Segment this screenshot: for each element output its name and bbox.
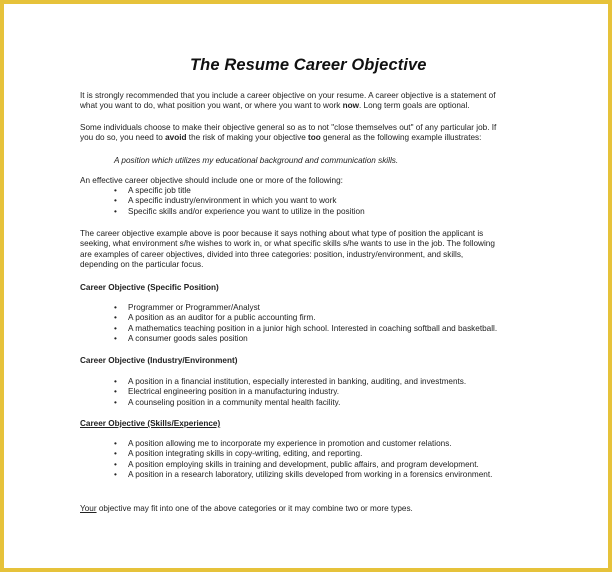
bullet-icon: • <box>114 377 117 386</box>
list-item: • A consumer goods sales position <box>114 334 248 344</box>
bullet-icon: • <box>114 449 117 459</box>
bullet-icon: • <box>114 439 117 448</box>
bullet-icon: • <box>114 470 117 480</box>
list-item: • A specific industry/environment in which you want to work <box>114 196 337 206</box>
position-list <box>80 303 550 345</box>
industry-list <box>80 377 550 408</box>
effective-intro: An effective career objective should include one or more of the following: <box>80 176 343 185</box>
bullet-icon: • <box>114 323 117 333</box>
list-item: • A position integrating skills in copy-writing, editing, and reporting. <box>114 449 363 459</box>
general-line: Some individuals choose to make their objective general so as to not "close themselves out" of any particular job. If <box>80 123 497 132</box>
list-item: • A position employing skills in training and development, public affairs, and program development. <box>114 459 479 469</box>
section-heading-industry: Career Objective (Industry/Environment) <box>80 356 238 365</box>
list-item: • A position in a financial institution, especially interested in banking, auditing, and investments. <box>114 377 467 386</box>
list-item: • Specific skills and/or experience you want to utilize in the position <box>114 206 365 216</box>
list-item: • A specific job title <box>114 186 191 195</box>
poor-line: The career objective example above is poor because it says nothing about what type of position the applicant is <box>80 229 484 238</box>
bullet-icon: • <box>114 459 117 469</box>
list-item: • A mathematics teaching position in a junior high school. Interested in coaching softball and basketball. <box>114 323 498 333</box>
bullet-icon: • <box>114 303 117 312</box>
poor-line: depending on the particular focus. <box>80 260 204 270</box>
list-item: • A position in a research laboratory, utilizing skills developed from working in a forensics environment. <box>114 470 493 480</box>
intro-paragraph <box>80 91 550 112</box>
bullet-icon: • <box>114 186 117 195</box>
list-item: • Programmer or Programmer/Analyst <box>114 303 260 312</box>
list-item: • Electrical engineering position in a manufacturing industry. <box>114 387 340 397</box>
general-paragraph <box>80 123 550 144</box>
general-line: you do so, you need to avoid the risk of making your objective too general as the following example illustrates: <box>80 133 482 143</box>
bullet-icon: • <box>114 387 117 397</box>
example-objective: A position which utilizes my educational background and communication skills. <box>114 156 399 165</box>
bullet-icon: • <box>114 196 117 206</box>
poor-paragraph <box>80 229 550 271</box>
closing-line: Your objective may fit into one of the above categories or it may combine two or more types. <box>80 504 413 513</box>
list-item: • A position as an auditor for a public accounting firm. <box>114 313 316 323</box>
bullet-icon: • <box>114 206 117 216</box>
document-title: The Resume Career Objective <box>190 56 427 74</box>
bullet-icon: • <box>114 397 117 407</box>
skills-list <box>80 439 550 481</box>
section-heading-position: Career Objective (Specific Position) <box>80 283 219 292</box>
bullet-icon: • <box>114 313 117 323</box>
intro-line: It is strongly recommended that you include a career objective on your resume. A career objective is a statement of <box>80 91 496 100</box>
intro-line: what you want to do, what position you want, or where you want to work now. Long term goals are optional. <box>80 101 470 111</box>
effective-list <box>80 186 550 217</box>
section-heading-skills: Career Objective (Skills/Experience) <box>80 419 221 428</box>
bullet-icon: • <box>114 334 117 344</box>
poor-line: are examples of career objectives, divided into three categories: position, industry/environment, and skills, <box>80 249 464 259</box>
list-item: • A position allowing me to incorporate my experience in promotion and customer relations. <box>114 439 452 448</box>
list-item: • A counseling position in a community mental health facility. <box>114 397 341 407</box>
poor-line: seeking, what environment s/he wishes to work in, or what specific skills s/he wants to use in the job. The following <box>80 239 495 249</box>
